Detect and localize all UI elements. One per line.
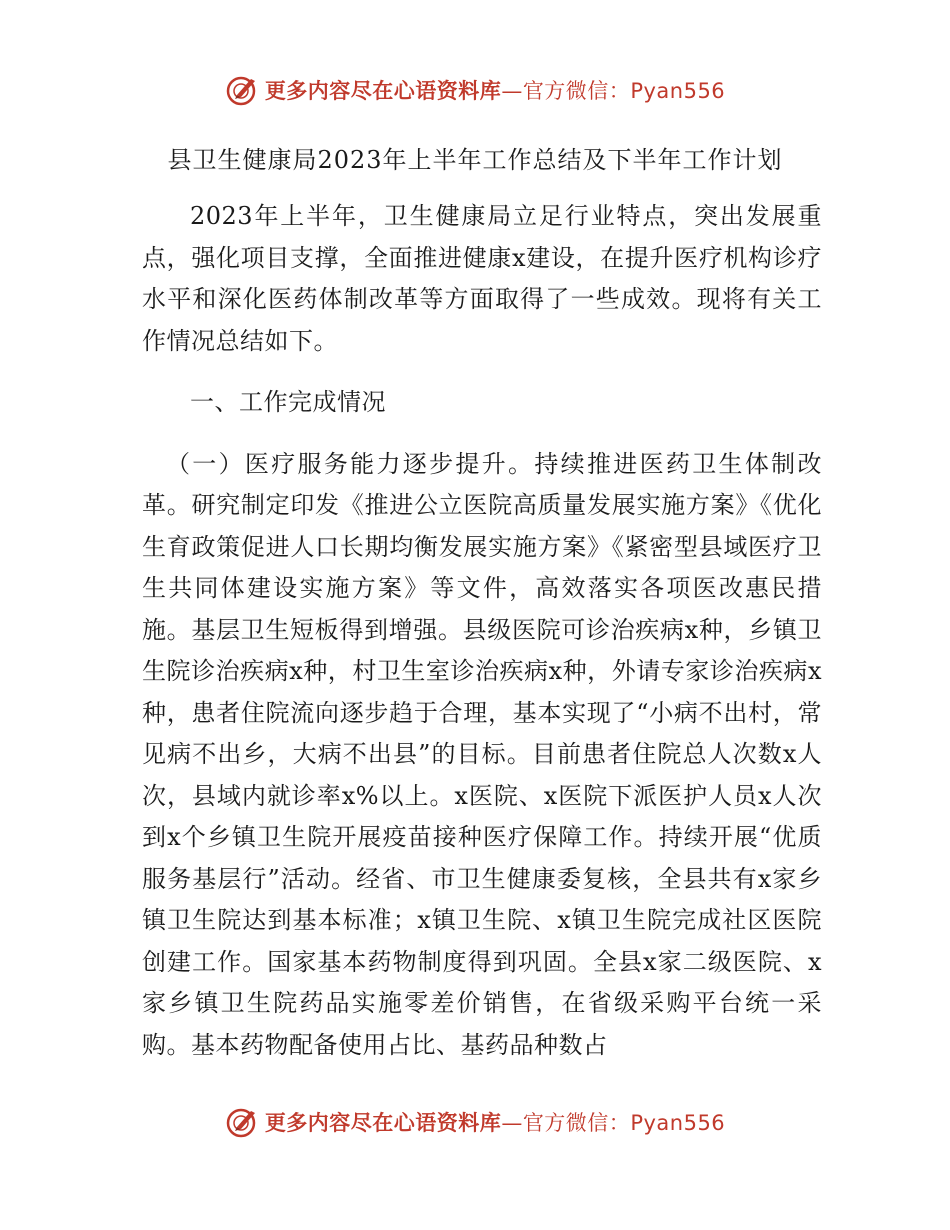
watermark-contact-id: Pyan556 [630, 1111, 726, 1135]
intro-paragraph: 2023年上半年，卫生健康局立足行业特点，突出发展重点，强化项目支撑，全面推进健康x建设，在提升医疗机构诊疗水平和深化医药体制改革等方面取得了一些成效。现将有关工作情况总结如下。 [142, 202, 822, 355]
watermark-contact-label: 官方微信： [522, 1111, 631, 1135]
section-heading: 一、工作完成情况 [190, 388, 386, 416]
watermark-separator: — [501, 1111, 523, 1135]
watermark-separator: — [501, 79, 523, 103]
document-body [142, 196, 822, 1066]
watermark-main: 更多内容尽在心语资料库 [264, 1111, 502, 1135]
watermark-contact-id: Pyan556 [630, 79, 726, 103]
watermark-text [265, 75, 725, 105]
watermark-banner-top [0, 70, 950, 110]
watermark-main: 更多内容尽在心语资料库 [264, 79, 502, 103]
pen-seal-icon [225, 73, 259, 107]
pen-seal-icon [225, 1105, 259, 1139]
watermark-contact-label: 官方微信： [522, 79, 631, 103]
section-paragraph: （一）医疗服务能力逐步提升。持续推进医药卫生体制改革。研究制定印发《推进公立医院高质量发展实施方案》《优化生育政策促进人口长期均衡发展实施方案》《紧密型县域医疗卫生共同体建设实施方案》等文件，高效落实各项医改惠民措施。基层卫生短板得到增强。县级医院可诊治疾病x种，乡镇卫生院诊治疾病x种，村卫生室诊治疾病x种，外请专家诊治疾病x种，患者住院流向逐步趋于合理，基本实现了“小病不出村，常见病不出乡，大病不出县”的目标。目前患者住院总人次数x人次，县域内就诊率x%以上。x医院、x医院下派医护人员x人次到x个乡镇卫生院开展疫苗接种医疗保障工作。持续开展“优质服务基层行”活动。经省、市卫生健康委复核，全县共有x家乡镇卫生院达到基本标准；x镇卫生院、x镇卫生院完成社区医院创建工作。国家基本药物制度得到巩固。全县x家二级医院、x家乡镇卫生院药品实施零差价销售，在省级采购平台统一采购。基本药物配备使用占比、基药品种数占 [142, 449, 822, 1059]
document-title: 县卫生健康局2023年上半年工作总结及下半年工作计划 [167, 146, 783, 174]
watermark-banner-bottom [0, 1102, 950, 1142]
watermark-text [265, 1107, 725, 1137]
